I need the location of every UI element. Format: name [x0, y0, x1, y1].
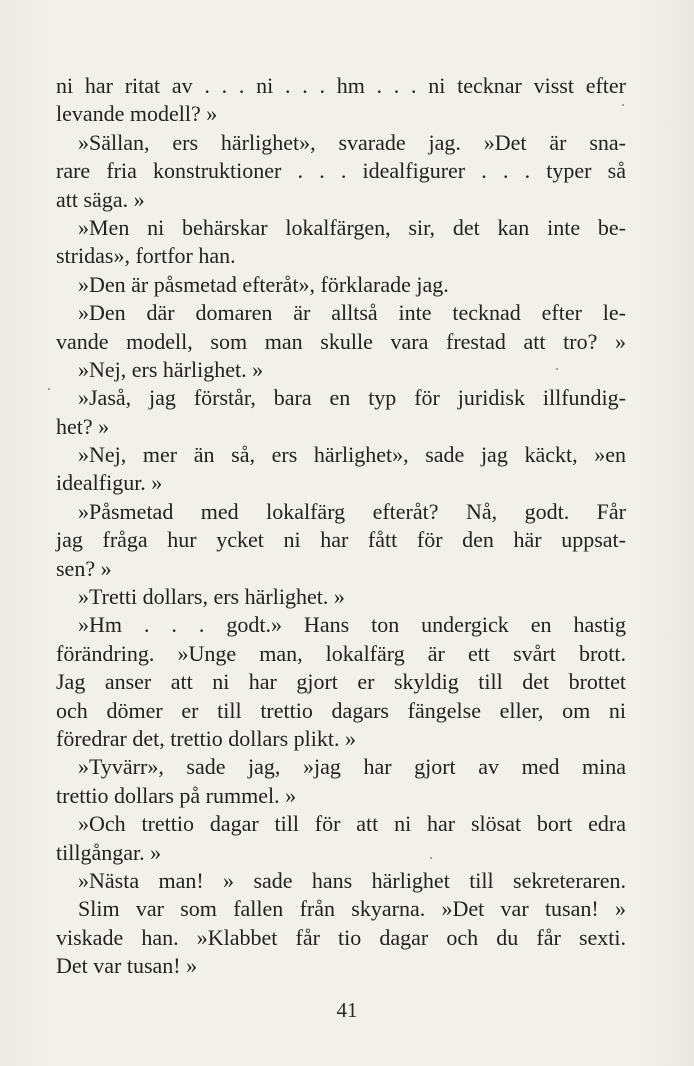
text-line: att säga. »: [56, 186, 145, 212]
text-line: »Men ni behärskar lokalfärgen, sir, det kan inte be-: [78, 214, 626, 240]
text-line: Det var tusan! »: [56, 953, 198, 979]
paper-speck: [556, 368, 558, 370]
text-line: idealfigur. »: [56, 470, 163, 496]
body-text: [56, 72, 626, 981]
text-line: ni har ritat av . . . ni . . . hm . . . ni tecknar visst efter: [56, 73, 626, 98]
text-line: tillgångar. »: [56, 839, 162, 865]
text-line: »Tyvärr», sade jag, »jag har gjort av med mina: [78, 754, 626, 780]
text-line: viskade han. »Klabbet får tio dagar och du får sexti.: [56, 924, 626, 950]
page-number: 41: [336, 998, 358, 1022]
text-line: förändring. »Unge man, lokalfärg är ett svårt brott.: [56, 640, 626, 666]
text-line: »Påsmetad med lokalfärg efteråt? Nå, godt. Får: [78, 498, 626, 524]
text-line: rare fria konstruktioner . . . idealfigurer . . . typer så: [56, 158, 626, 184]
text-line: »Nej, ers härlighet. »: [78, 356, 264, 382]
text-line: och dömer er till trettio dagars fängelse eller, om ni: [56, 697, 626, 723]
text-line: vande modell, som man skulle vara frestad att tro? »: [56, 328, 626, 354]
text-line: sen? »: [56, 555, 112, 581]
paper-speck: [48, 388, 50, 390]
text-line: »Den där domaren är alltså inte tecknad efter le-: [78, 300, 626, 326]
text-line: »Den är påsmetad efteråt», förklarade jag.: [78, 271, 449, 297]
paper-speck: [430, 857, 432, 859]
text-line: het? »: [56, 413, 110, 439]
text-line: föredrar det, trettio dollars plikt. »: [56, 725, 356, 751]
text-line: trettio dollars på rummel. »: [56, 782, 297, 808]
text-line: »Hm . . . godt.» Hans ton undergick en hastig: [78, 612, 626, 638]
text-line: Jag anser att ni har gjort er skyldig till det brottet: [56, 669, 626, 695]
text-line: stridas», fortfor han.: [56, 243, 236, 269]
text-line: jag fråga hur ycket ni har fått för den här uppsat-: [56, 527, 626, 553]
text-line: Slim var som fallen från skyarna. »Det var tusan! »: [78, 896, 626, 922]
text-line: »Jaså, jag förstår, bara en typ för juridisk illfundig-: [78, 385, 626, 411]
text-line: »Och trettio dagar till för att ni har slösat bort edra: [78, 811, 626, 837]
text-line: »Sällan, ers härlighet», svarade jag. »Det är sna-: [78, 129, 626, 155]
text-line: »Tretti dollars, ers härlighet. »: [78, 584, 345, 610]
text-line: levande modell? »: [56, 101, 218, 127]
text-line: »Nästa man! » sade hans härlighet till sekreteraren.: [78, 867, 626, 893]
text-line: »Nej, mer än så, ers härlighet», sade jag käckt, »en: [78, 442, 626, 468]
paper-speck: [622, 104, 624, 106]
